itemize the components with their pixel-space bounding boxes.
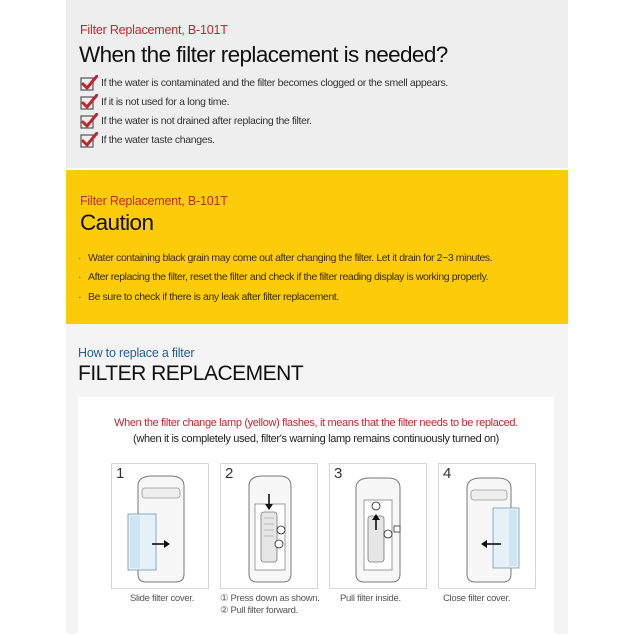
step-number: 3	[334, 465, 343, 482]
list-item	[80, 92, 448, 111]
replace-conditions-list	[80, 73, 448, 149]
step-2-illustration	[220, 463, 318, 589]
bullet-icon: ·	[78, 251, 82, 264]
checkbox-check-icon	[80, 75, 98, 91]
condition-text: If the water taste changes.	[101, 133, 215, 146]
filter-press-pull-icon	[221, 464, 319, 590]
list-item	[80, 130, 448, 149]
lamp-notice-detail: (when it is completely used, filter's warning lamp remains continuously turned on)	[133, 433, 499, 445]
checkbox-check-icon	[80, 94, 98, 110]
condition-text: If it is not used for a long time.	[101, 95, 230, 108]
section3-kicker: How to replace a filter	[78, 346, 195, 360]
caution-text: Water containing black grain may come out after changing the filter. Let it drain for 2~3 minutes.	[88, 251, 493, 264]
section1-title: When the filter replacement is needed?	[79, 42, 448, 67]
list-item	[80, 73, 448, 92]
step-1-caption: Slide filter cover.	[130, 593, 194, 604]
condition-text: If the water is not drained after replacing the filter.	[101, 114, 312, 127]
list-item	[78, 268, 492, 288]
list-item	[78, 248, 492, 268]
caution-section	[66, 170, 568, 324]
step-3-caption: Pull filter inside.	[340, 593, 401, 604]
step-3-illustration	[329, 463, 427, 589]
bullet-icon: ·	[78, 271, 82, 284]
lamp-notice: When the filter change lamp (yellow) flashes, it means that the filter needs to be replaced.	[114, 417, 518, 429]
when-replace-section	[66, 0, 568, 168]
filter-pull-out-icon	[330, 464, 428, 590]
purifier-cover-close-icon	[439, 464, 537, 590]
step-2-caption-line2: ② Pull filter forward.	[220, 604, 298, 616]
section3-title: FILTER REPLACEMENT	[78, 362, 304, 385]
list-item	[78, 287, 492, 307]
how-to-replace-section	[66, 324, 568, 634]
section2-title: Caution	[80, 210, 154, 235]
step-4-caption: Close filter cover.	[443, 593, 511, 604]
step-4-illustration	[438, 463, 536, 589]
instruction-panel	[78, 397, 554, 637]
step-number: 2	[225, 465, 234, 482]
checkbox-check-icon	[80, 113, 98, 129]
page	[66, 0, 568, 634]
step-number: 1	[116, 465, 125, 482]
condition-text: If the water is contaminated and the filter becomes clogged or the smell appears.	[101, 76, 448, 89]
bullet-icon: ·	[78, 290, 82, 303]
step-2-caption	[220, 593, 320, 616]
section2-kicker: Filter Replacement, B-101T	[80, 194, 228, 208]
section1-kicker: Filter Replacement, B-101T	[80, 23, 228, 37]
step-1-illustration	[111, 463, 209, 589]
step-number: 4	[443, 465, 452, 482]
purifier-cover-slide-icon	[112, 464, 210, 590]
caution-text: After replacing the filter, reset the filter and check if the filter reading display is working properly.	[88, 271, 489, 284]
list-item	[80, 111, 448, 130]
step-2-caption-line1: ① Press down as shown.	[220, 593, 320, 604]
caution-text: Be sure to check if there is any leak after filter replacement.	[88, 290, 339, 303]
checkbox-check-icon	[80, 132, 98, 148]
caution-list	[78, 248, 492, 307]
